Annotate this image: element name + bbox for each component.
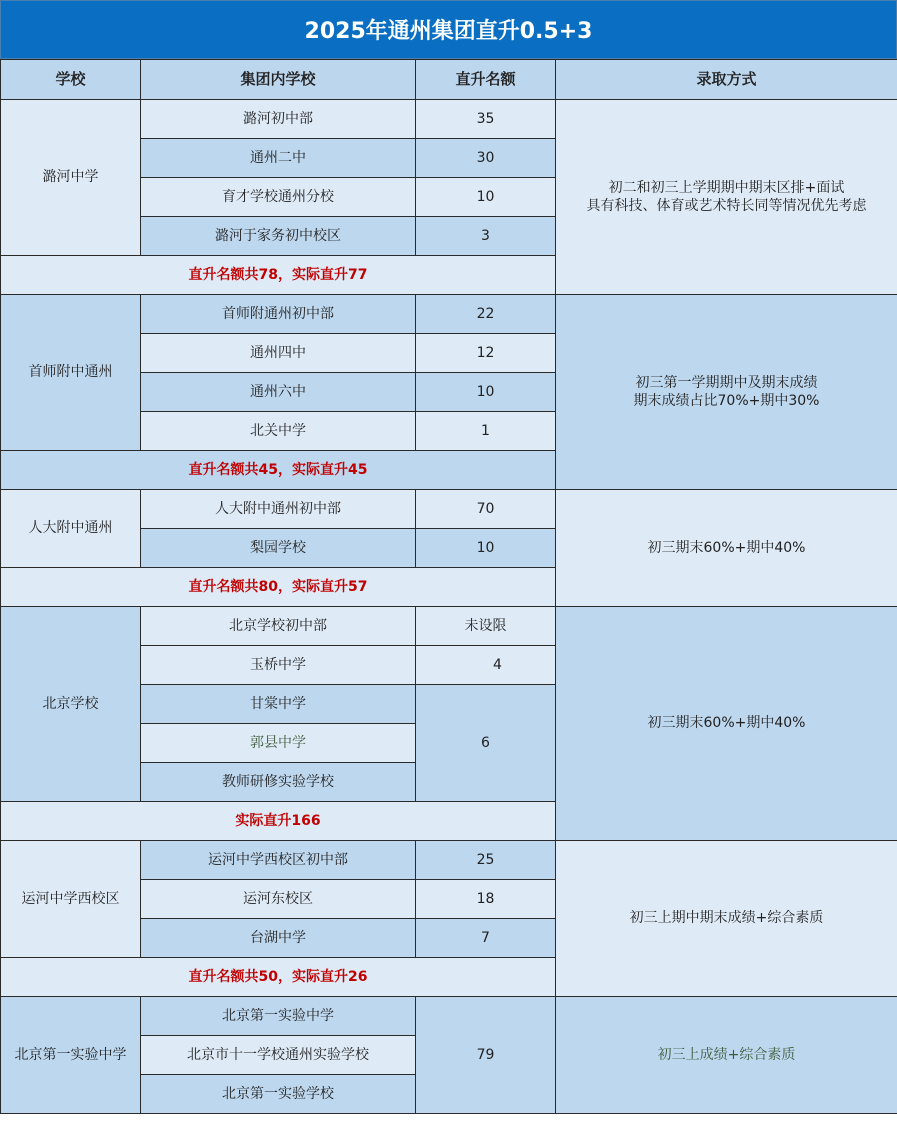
quota-cell: 10 — [416, 178, 556, 217]
member-school: 育才学校通州分校 — [141, 178, 416, 217]
header-member-school: 集团内学校 — [141, 60, 416, 100]
quota-cell: 35 — [416, 100, 556, 139]
group-school: 潞河中学 — [1, 100, 141, 256]
member-school: 通州二中 — [141, 139, 416, 178]
quota-cell: 22 — [416, 295, 556, 334]
member-school: 台湖中学 — [141, 919, 416, 958]
method-line: 初三期末60%+期中40% — [647, 715, 806, 732]
group-total: 直升名额共50，实际直升26 — [1, 958, 556, 997]
admission-method — [556, 295, 897, 490]
table-row — [1, 841, 897, 880]
member-school: 人大附中通州初中部 — [141, 490, 416, 529]
member-school: 郭县中学 — [141, 724, 416, 763]
quota-cell: 10 — [416, 373, 556, 412]
quota-cell: 3 — [416, 217, 556, 256]
quota-cell: 未设限 — [416, 607, 556, 646]
member-school: 北京市十一学校通州实验学校 — [141, 1036, 416, 1075]
quota-cell: 12 — [416, 334, 556, 373]
member-school: 运河东校区 — [141, 880, 416, 919]
quota-cell: 6 — [416, 685, 556, 802]
method-line: 初三第一学期期中及期末成绩 — [635, 374, 818, 391]
quota-cell: 79 — [416, 997, 556, 1114]
member-school: 梨园学校 — [141, 529, 416, 568]
quota-cell: 25 — [416, 841, 556, 880]
quota-cell: 70 — [416, 490, 556, 529]
header-school: 学校 — [1, 60, 141, 100]
admission-table — [0, 59, 897, 1114]
group-school: 人大附中通州 — [1, 490, 141, 568]
table-row — [1, 997, 897, 1036]
member-school: 首师附通州初中部 — [141, 295, 416, 334]
quota-cell: 10 — [416, 529, 556, 568]
table-row — [1, 295, 897, 334]
header-method: 录取方式 — [556, 60, 897, 100]
group-school: 北京学校 — [1, 607, 141, 802]
method-line: 期末成绩占比70%+期中30% — [633, 393, 820, 409]
member-school: 北京学校初中部 — [141, 607, 416, 646]
method-line: 初三期末60%+期中40% — [647, 539, 806, 556]
group-school: 北京第一实验中学 — [1, 997, 141, 1114]
member-school: 通州六中 — [141, 373, 416, 412]
quota-cell: 1 — [416, 412, 556, 451]
header-quota: 直升名额 — [416, 60, 556, 100]
member-school: 潞河初中部 — [141, 100, 416, 139]
member-school: 北关中学 — [141, 412, 416, 451]
member-school: 甘棠中学 — [141, 685, 416, 724]
member-school: 潞河于家务初中校区 — [141, 217, 416, 256]
admission-method — [556, 997, 897, 1114]
group-school: 首师附中通州 — [1, 295, 141, 451]
page-title: 2025年通州集团直升0.5+3 — [0, 0, 897, 59]
method-line: 初三上成绩+综合素质 — [657, 1046, 796, 1063]
quota-cell: 18 — [416, 880, 556, 919]
member-school: 玉桥中学 — [141, 646, 416, 685]
admission-method — [556, 490, 897, 607]
quota-cell: 30 — [416, 139, 556, 178]
admission-method — [556, 607, 897, 841]
group-school: 运河中学西校区 — [1, 841, 141, 958]
member-school: 北京第一实验中学 — [141, 997, 416, 1036]
method-line: 具有科技、体育或艺术特长同等情况优先考虑 — [586, 198, 867, 214]
table-header-row — [1, 60, 897, 100]
member-school: 通州四中 — [141, 334, 416, 373]
group-total: 实际直升166 — [1, 802, 556, 841]
quota-cell: 7 — [416, 919, 556, 958]
table-row — [1, 490, 897, 529]
admission-method — [556, 841, 897, 997]
group-total: 直升名额共45，实际直升45 — [1, 451, 556, 490]
member-school: 北京第一实验学校 — [141, 1075, 416, 1114]
member-school: 教师研修实验学校 — [141, 763, 416, 802]
group-total: 直升名额共80，实际直升57 — [1, 568, 556, 607]
method-line: 初二和初三上学期期中期末区排+面试 — [608, 179, 845, 196]
method-line: 初三上期中期末成绩+综合素质 — [629, 910, 824, 927]
table-row — [1, 607, 897, 646]
table-row — [1, 100, 897, 139]
admission-method — [556, 100, 897, 295]
member-school: 运河中学西校区初中部 — [141, 841, 416, 880]
group-total: 直升名额共78，实际直升77 — [1, 256, 556, 295]
quota-cell: 4 — [416, 646, 556, 685]
